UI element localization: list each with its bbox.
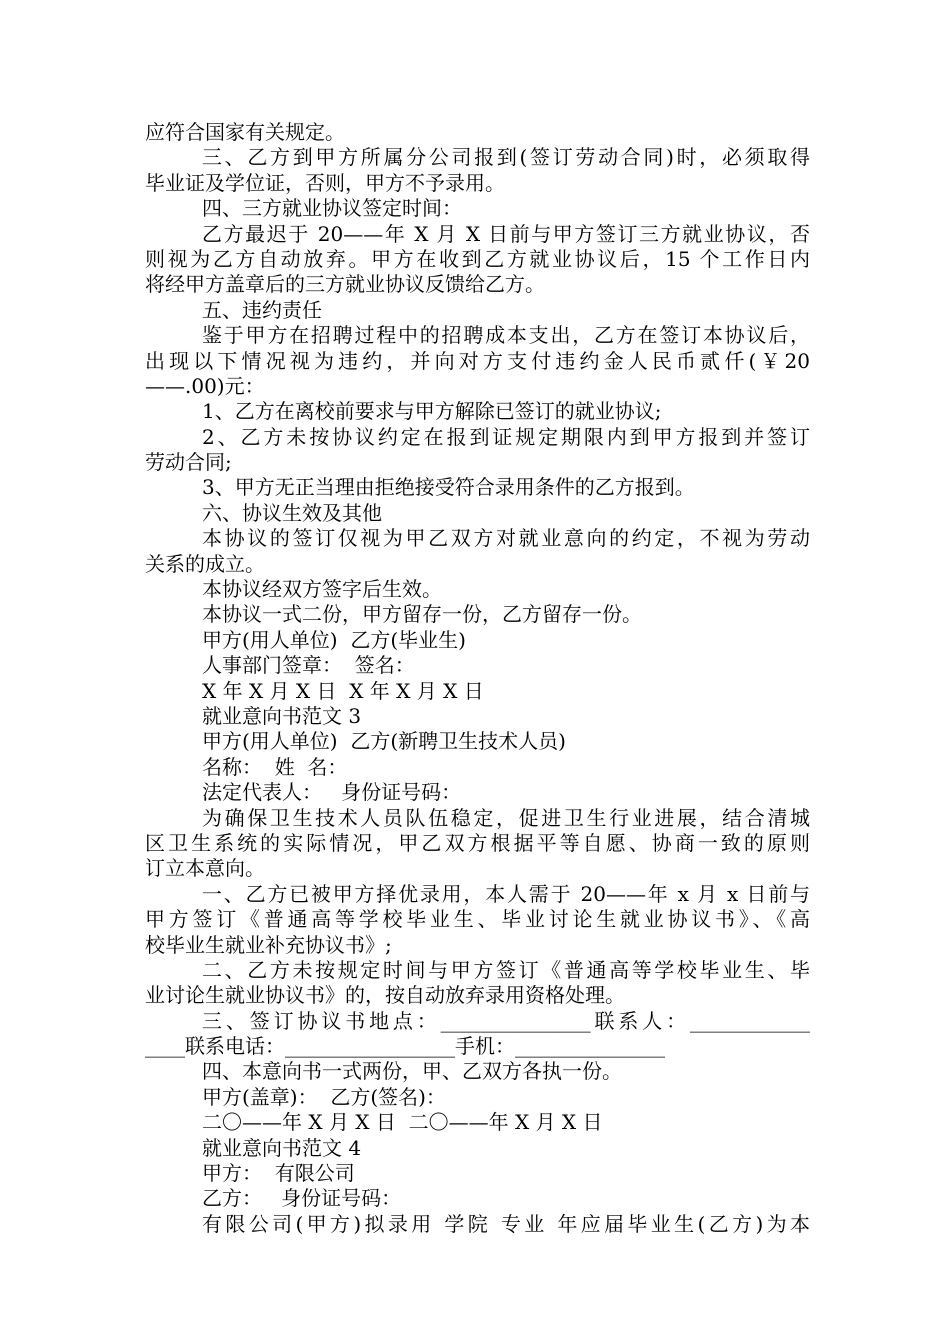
text-line: 五、违约责任 [202,297,322,322]
text-line: 四、三方就业协议签定时间： [202,196,462,221]
text-line: 劳动合同; [145,450,232,475]
text-line: 法定代表人： 身份证号码： [202,780,462,805]
text-line: 二〇——年 X 月 X 日 二〇——年 X 月 X 日 [202,1110,603,1135]
text-line: 乙方： 身份证号码： [202,1186,402,1211]
text-line: 订立本意向。 [145,856,265,881]
text-line: 为确保卫生技术人员队伍稳定，促进卫生行业进展，结合清城 [202,805,810,830]
text-line: 就业意向书范文 4 [202,1135,362,1160]
text-line: 区卫生系统的实际情况，甲乙双方根据平等自愿、协商一致的原则 [145,830,810,855]
text-line: 三、乙方到甲方所属分公司报到(签订劳动合同)时，必须取得 [202,145,810,170]
text-line: 就业意向书范文 3 [202,703,362,728]
text-line: 关系的成立。 [145,551,265,576]
text-line: 本协议的签订仅视为甲乙双方对就业意向的约定，不视为劳动 [202,526,810,551]
text-line: X 年 X 月 X 日 X 年 X 月 X 日 [202,678,484,703]
text-line: 2、乙方未按协议约定在报到证规定期限内到甲方报到并签订 [202,424,810,449]
text-line: ——.00)元： [145,373,265,398]
text-line: 毕业证及学位证，否则，甲方不予录用。 [145,170,505,195]
text-line: 甲方(盖章)： 乙方(签名)： [202,1084,446,1109]
text-line: ____联系电话：_________________手机：_______________ [145,1034,665,1059]
text-line: 甲方(用人单位) 乙方(新聘卫生技术人员) [202,729,566,754]
text-line: 将经甲方盖章后的三方就业协议反馈给乙方。 [145,272,545,297]
text-line: 人事部门签章： 签名： [202,653,415,678]
text-line: 二、乙方未按规定时间与甲方签订《普通高等学校毕业生、毕 [202,957,810,982]
text-line: 甲方： 有限公司 [202,1161,355,1186]
text-line: 甲方签订《普通高等学校毕业生、毕业讨论生就业协议书》、《高 [145,907,810,932]
text-line: 则视为乙方自动放弃。甲方在收到乙方就业协议后，15 个工作日内 [145,246,810,271]
text-line: 业讨论生就业协议书》的，按自动放弃录用资格处理。 [145,983,625,1008]
text-line: 三、签订协议书地点：_______________联系人：____________ [202,1008,810,1033]
text-line: 乙方最迟于 20——年 X 月 X 日前与甲方签订三方就业协议，否 [202,221,810,246]
text-line: 甲方(用人单位) 乙方(毕业生) [202,627,466,652]
text-line: 本协议一式二份，甲方留存一份，乙方留存一份。 [202,602,642,627]
text-line: 有限公司(甲方)拟录用 学院 专业 年应届毕业生(乙方)为本 [202,1211,810,1236]
text-line: 名称： 姓 名： [202,754,348,779]
document-body [145,120,810,1237]
text-line: 本协议经双方签字后生效。 [202,577,442,602]
text-line: 3、甲方无正当理由拒绝接受符合录用条件的乙方报到。 [202,475,695,500]
text-line: 1、乙方在离校前要求与甲方解除已签订的就业协议; [202,399,662,424]
text-line: 校毕业生就业补充协议书》; [145,932,392,957]
text-line: 出现以下情况视为违约，并向对方支付违约金人民币贰仟(￥20 [145,348,810,373]
text-line: 六、协议生效及其他 [202,500,382,525]
text-line: 鉴于甲方在招聘过程中的招聘成本支出，乙方在签订本协议后， [202,323,810,348]
text-line: 应符合国家有关规定。 [145,120,345,144]
text-line: 四、本意向书一式两份，甲、乙双方各执一份。 [202,1059,622,1084]
text-line: 一、乙方已被甲方择优录用，本人需于 20——年 x 月 x 日前与 [202,881,810,906]
